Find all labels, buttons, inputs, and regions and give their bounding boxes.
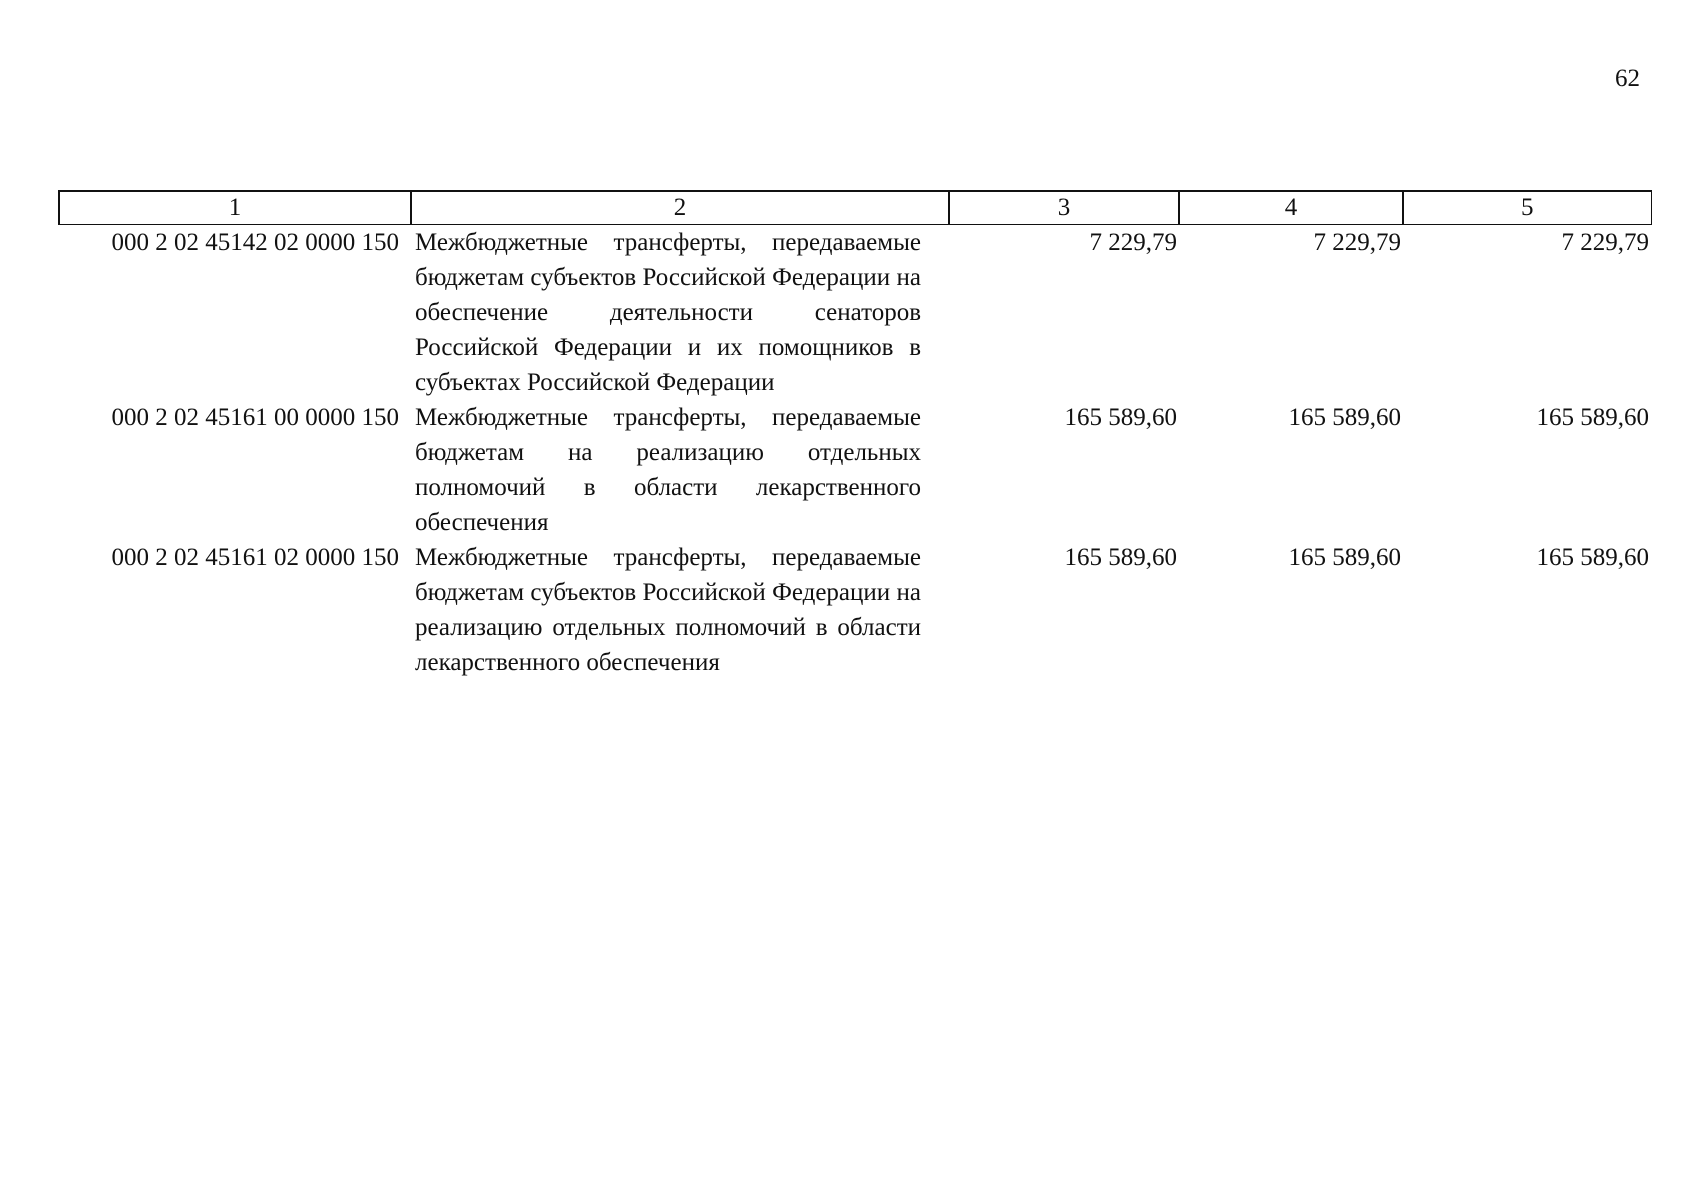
amount-col5-cell: 165 589,60 (1536, 544, 1649, 571)
description-cell: Межбюджетные трансферты, передаваемые бюджетам субъектов Российской Федерации на реализацию отдельных полномочий в области лекарственного обеспечения (415, 544, 921, 676)
page-number: 62 (1615, 65, 1640, 92)
description-cell: Межбюджетные трансферты, передаваемые бюджетам на реализацию отдельных полномочий в области лекарственного обеспечения (415, 404, 921, 536)
table-row (59, 225, 1651, 401)
budget-code-cell: 000 2 02 45142 02 0000 150 (111, 229, 399, 256)
column-header-4: 4 (1179, 191, 1403, 225)
amount-col5-cell: 165 589,60 (1536, 404, 1649, 431)
description-cell: Межбюджетные трансферты, передаваемые бюджетам субъектов Российской Федерации на обеспечение деятельности сенаторов Российской Федерации и их помощников в субъектах Российской Федерации (415, 229, 921, 396)
amount-col5-cell: 7 229,79 (1561, 229, 1649, 256)
amount-col4-cell: 165 589,60 (1288, 404, 1401, 431)
amount-col4-cell: 165 589,60 (1288, 544, 1401, 571)
column-header-1: 1 (59, 191, 411, 225)
budget-code-cell: 000 2 02 45161 02 0000 150 (111, 544, 399, 571)
table-header-row (59, 191, 1651, 225)
table-row (59, 540, 1651, 680)
amount-col3-cell: 165 589,60 (1064, 404, 1177, 431)
amount-col4-cell: 7 229,79 (1313, 229, 1401, 256)
amount-col3-cell: 7 229,79 (1089, 229, 1177, 256)
budget-table (58, 190, 1652, 680)
column-header-2: 2 (411, 191, 949, 225)
column-header-3: 3 (949, 191, 1179, 225)
amount-col3-cell: 165 589,60 (1064, 544, 1177, 571)
table-row (59, 400, 1651, 540)
budget-code-cell: 000 2 02 45161 00 0000 150 (111, 404, 399, 431)
column-header-5: 5 (1403, 191, 1651, 225)
